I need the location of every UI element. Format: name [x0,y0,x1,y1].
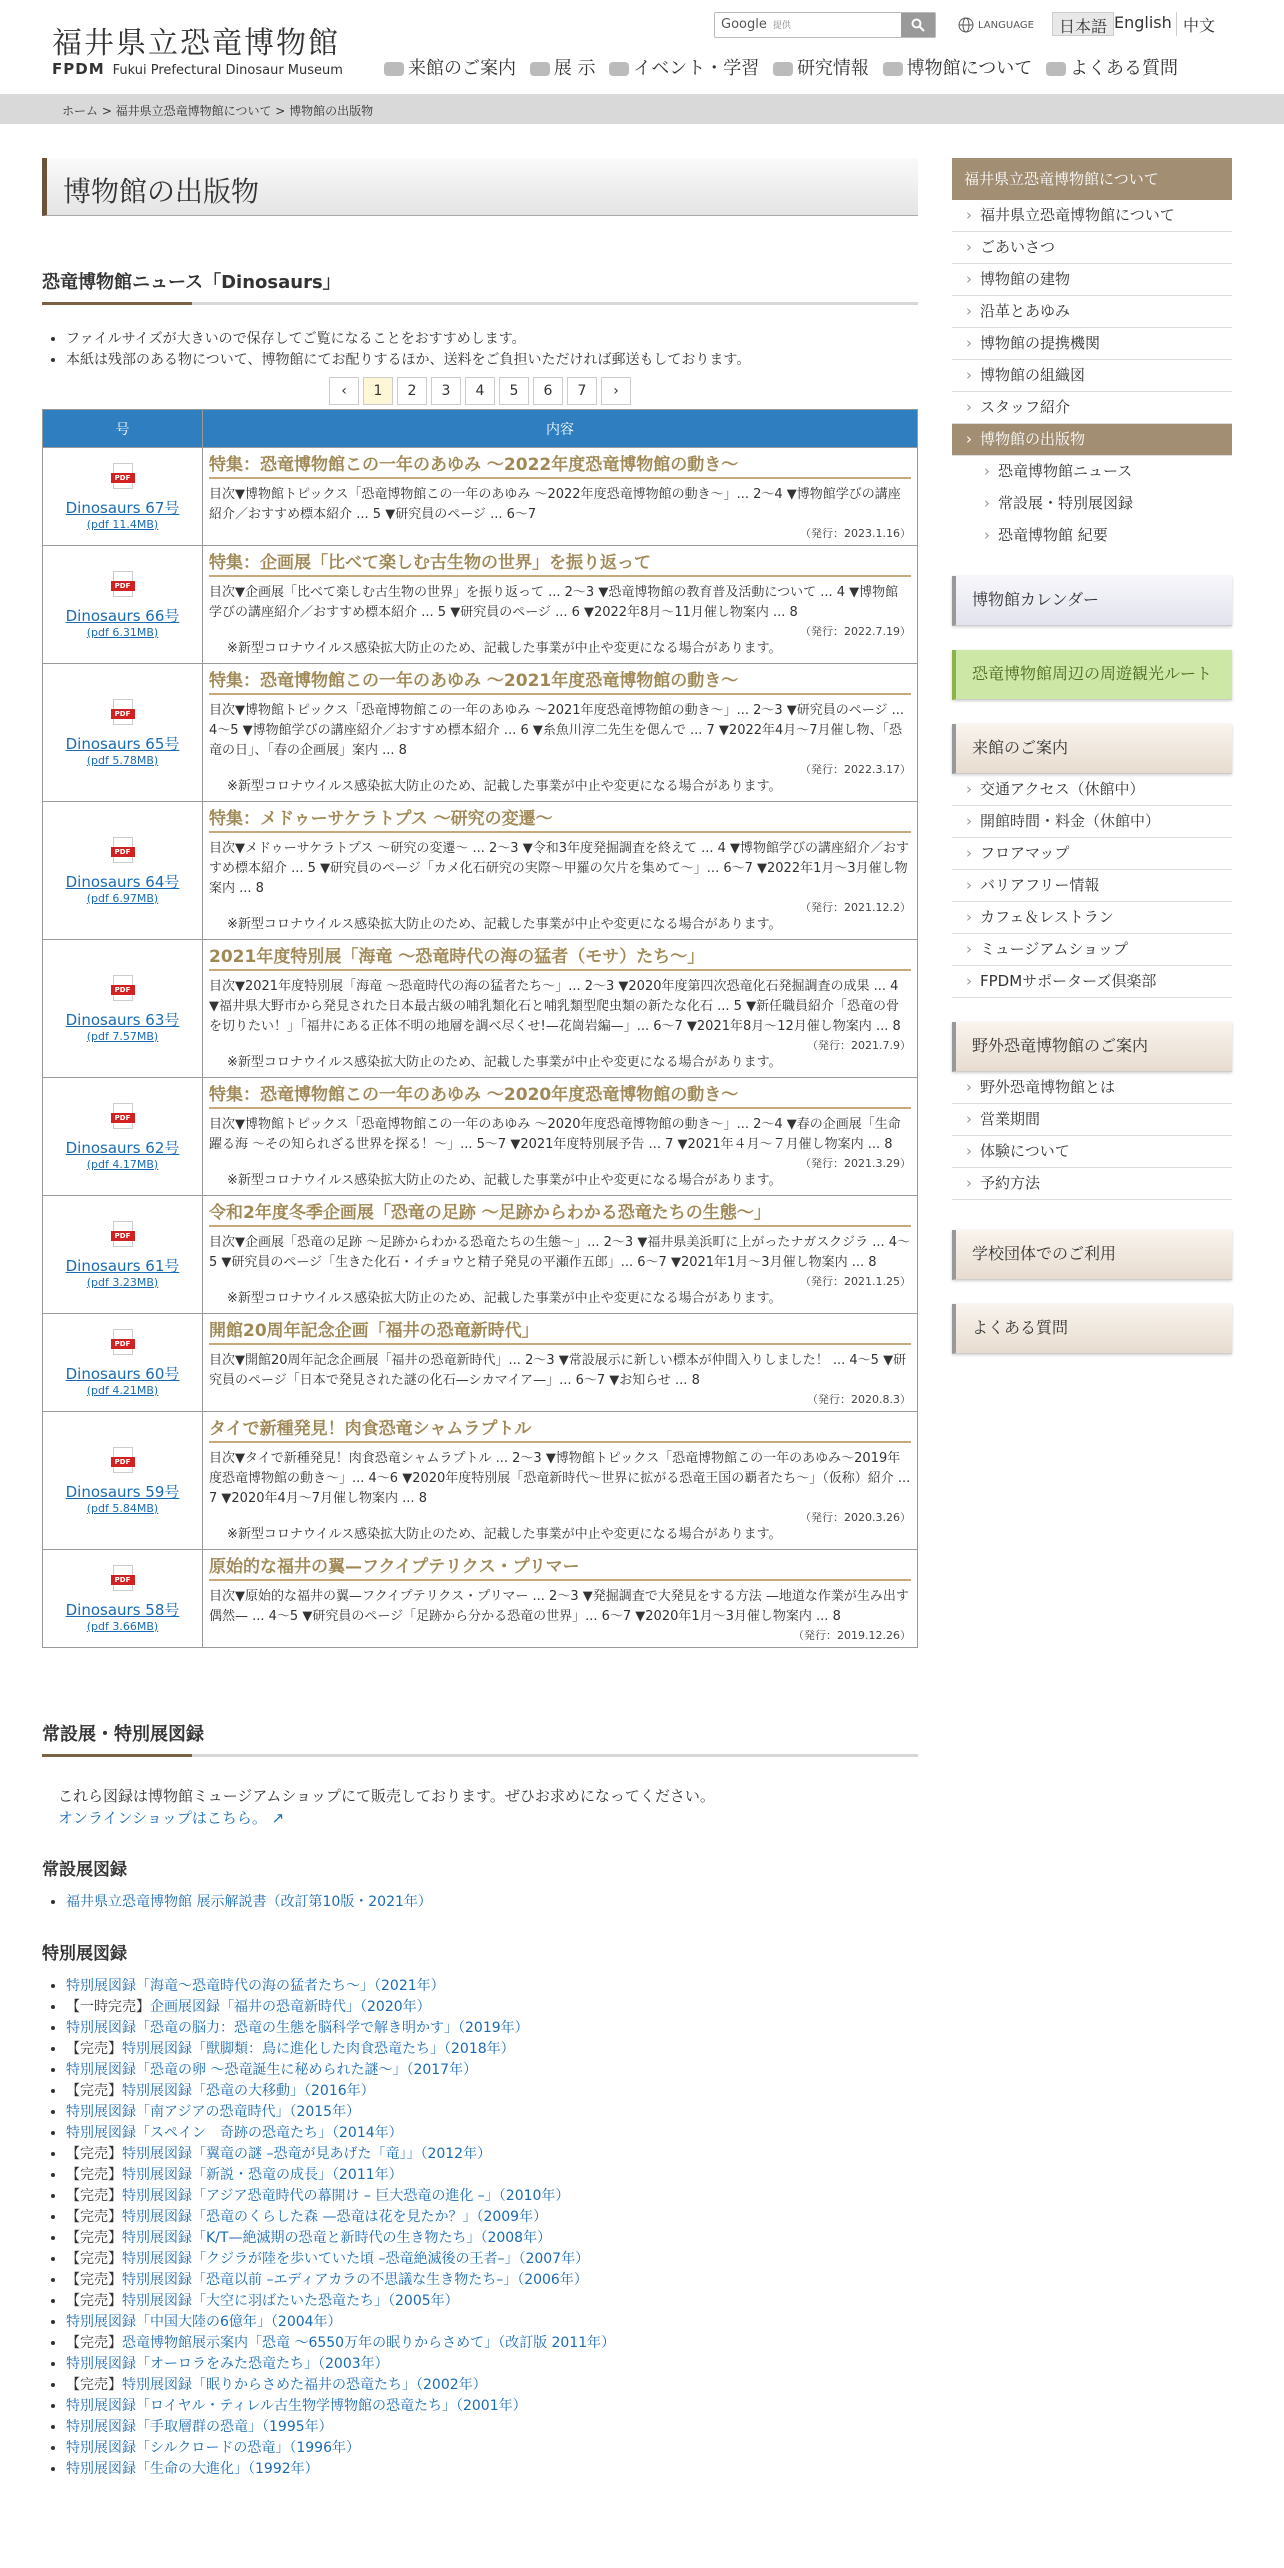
catalog-link[interactable]: 特別展図録「眠りからさめた福井の恐竜たち」（2002年） [122,2377,487,2393]
issue-link[interactable]: Dinosaurs 59号 [65,1482,180,1501]
catalog-link[interactable]: 特別展図録「手取層群の恐竜」（1995年） [66,2419,333,2435]
sidebar-item[interactable]: › ごあいさつ [952,232,1232,264]
sidebar-item[interactable]: › 開館時間・料金（休館中） [952,806,1232,838]
catalog-item [66,2018,918,2039]
sidebar-item[interactable]: › 沿革とあゆみ [952,296,1232,328]
catalog-item [66,1976,918,1997]
sidebar-publication-subitems [952,456,1232,552]
issue-covid-note: ※新型コロナウイルス感染拡大防止のため、記載した事業が中止や変更になる場合があります。 [227,1055,782,1070]
issue-feature: 特集：恐竜博物館この一年のあゆみ 〜2021年度恐竜博物館の動き〜 [209,666,911,695]
catalog-link[interactable]: 特別展図録「翼竜の謎 –恐竜が見あげた「竜」」（2012年） [122,2146,492,2162]
issue-link[interactable]: Dinosaurs 62号 [65,1138,180,1157]
site-search [714,12,936,38]
issue-size[interactable]: (pdf 6.97MB) [86,891,159,905]
sidebar-head-about[interactable]: 福井県立恐竜博物館について [952,158,1232,200]
page-link[interactable]: 3 [431,377,461,405]
sidebar-item[interactable]: › バリアフリー情報 [952,870,1232,902]
catalog-status: 【完売】 [66,2209,122,2225]
issue-toc: 目次▼博物館トピックス「恐竜博物館この一年のあゆみ 〜2020年度恐竜博物館の動き〜」... 2〜4 ▼春の企画展「生命躍る海 〜その知られざる世界を探る！〜」... 5〜7 ▼2021年度特別展予告 ... 7 ▼2021年４月〜７月催し物案内 ... 8 [209,1117,901,1152]
issue-number-cell [43,1550,203,1648]
catalog-link[interactable]: 特別展図録「スペイン 奇跡の恐竜たち」（2014年） [66,2125,403,2141]
page-link[interactable]: 7 [567,377,597,405]
table-row [43,1196,918,1314]
page-link[interactable]: 1 [363,377,393,405]
issue-size[interactable]: (pdf 6.31MB) [86,625,159,639]
logo-abbr: FPDM [52,60,105,78]
table-row [43,1078,918,1196]
catalog-link[interactable]: 特別展図録「K/T—絶滅期の恐竜と新時代の生き物たち」（2008年） [122,2230,552,2246]
globe-icon [958,17,974,33]
nav-faq-label: よくある質問 [1070,58,1179,79]
catalog-item [66,2186,918,2207]
nav-events-label: イベント・学習 [633,58,760,79]
sidebar-item[interactable]: › 博物館の建物 [952,264,1232,296]
issue-toc: 目次▼メドゥーサケラトプス 〜研究の変遷〜 ... 2〜3 ▼令和3年度発掘調査を終えて ... 4 ▼博物館学びの講座紹介／おすすめ標本紹介 ... 5 ▼研究員のページ「カメ化石研究の実際〜甲羅の欠片を集めて〜」... 6〜7 ▼2022年1月〜3月催し物案内 ... 8 [209,841,910,896]
col-num-header: 号 [43,410,203,448]
table-row [43,448,918,546]
catalog-link[interactable]: 特別展図録「クジラが陸を歩いていた頃 –恐竜絶滅後の王者–」（2007年） [122,2251,590,2267]
issue-size[interactable]: (pdf 3.66MB) [86,1619,159,1633]
catalog-status: 【完売】 [66,2188,122,2204]
catalog-link[interactable]: 特別展図録「恐竜の脳力：恐竜の生態を脳科学で解き明かす」（2019年） [66,2020,529,2036]
issue-link[interactable]: Dinosaurs 64号 [65,872,180,891]
issue-number-cell [43,1196,203,1314]
catalog-status: 【一時完売】 [66,1999,150,2015]
table-row [43,664,918,802]
sidebar-outdoor-head[interactable]: 野外恐竜博物館のご案内 [952,1022,1232,1072]
special-catalog-list [42,1976,918,2480]
pdf-icon[interactable]: PDF [109,1103,137,1131]
museum-icon [883,62,903,76]
issue-number-cell [43,664,203,802]
issue-number-cell [43,1412,203,1550]
catalog-item [66,2417,918,2438]
issue-content-cell [203,1078,918,1196]
dinosaurs-table-body [43,448,918,1648]
issue-toc: 目次▼開館20周年記念企画展「福井の恐竜新時代」... 2〜3 ▼常設展示に新しい標本が仲間入りしました！ ... 4〜5 ▼研究員のページ「日本で発見された謎の化石—シカマイア—」... 6〜7 ▼お知らせ ... 8 [209,1353,907,1388]
issue-content-cell [203,546,918,664]
issue-toc: 目次▼博物館トピックス「恐竜博物館この一年のあゆみ 〜2022年度恐竜博物館の動き〜」... 2〜4 ▼博物館学びの講座紹介／おすすめ標本紹介 ... 5 ▼研究員のページ ... 6〜7 [209,487,901,522]
dinosaurs-heading: 恐竜博物館ニュース「Dinosaurs」 [42,268,918,305]
issue-date: （発行：2021.7.9） [807,1039,911,1052]
catalog-status: 【完売】 [66,2230,122,2246]
pdf-icon[interactable]: PDF [109,699,137,727]
pdf-icon[interactable]: PDF [109,571,137,599]
catalog-link[interactable]: 特別展図録「恐竜のくらした森 —恐竜は花を見たか？」（2009年） [122,2209,548,2225]
col-content-header: 内容 [203,410,918,448]
issue-covid-note: ※新型コロナウイルス感染拡大防止のため、記載した事業が中止や変更になる場合があります。 [227,1173,782,1188]
catalog-link[interactable]: 特別展図録「シルクロードの恐竜」（1996年） [66,2440,360,2456]
catalog-item [66,2060,918,2081]
catalog-link[interactable]: 企画展図録「福井の恐竜新時代」（2020年） [150,1999,431,2015]
catalog-item [66,2102,918,2123]
issue-link[interactable]: Dinosaurs 65号 [65,734,180,753]
table-row [43,546,918,664]
catalogs-intro-text: これら図録は博物館ミュージアムショップにて販売しております。ぜひお求めになってください。 [58,1787,715,1805]
catalog-status: 【完売】 [66,2251,122,2267]
catalog-status: 【完売】 [66,2377,122,2393]
catalog-item [66,2081,918,2102]
nav-research[interactable] [773,54,869,80]
issue-number-cell [43,1314,203,1412]
issue-size[interactable]: (pdf 4.17MB) [86,1157,159,1171]
issue-content-cell [203,664,918,802]
catalog-item [66,2312,918,2333]
sidebar-item[interactable]: › 博物館の組織図 [952,360,1232,392]
sidebar-item[interactable]: › 野外恐竜博物館とは [952,1072,1232,1104]
issue-toc: 目次▼2021年度特別展「海竜 〜恐竜時代の海の猛者たち〜」... 2〜3 ▼2020年度第四次恐竜化石発掘調査の成果 ... 4 ▼福井県大野市から発見された日本最古級の哺乳類化石と哺乳類型爬虫類の新たな化石 ... 5 ▼新任職員紹介「恐竜の骨を切りたい！」「福井にある正体不明の地層を調べ尽くせ!—花崗岩編—」... 6〜7 ▼2021年8月〜12月催し物案内 ... 8 [209,979,901,1034]
issue-size[interactable]: (pdf 11.4MB) [86,517,159,531]
issue-toc: 目次▼タイで新種発見！肉食恐竜シャムラプトル ... 2〜3 ▼博物館トピックス「恐竜博物館この一年のあゆみ〜2019年度恐竜博物館の動き〜」... 4〜6 ▼2020年度特別展「恐竜新時代〜世界に拡がる恐竜王国の覇者たち〜」（仮称）紹介 ... 7 ▼2020年4月〜7月催し物案内 ... 8 [209,1451,911,1506]
special-heading: 特別展図録 [42,1944,127,1964]
catalog-item [66,2207,918,2228]
sidebar-item[interactable]: › 福井県立恐竜博物館について [952,200,1232,232]
permanent-heading: 常設展図録 [42,1860,127,1880]
catalog-item [66,2354,918,2375]
issue-toc: 目次▼企画展「恐竜の足跡 〜足跡からわかる恐竜たちの生態〜」... 2〜3 ▼福井県美浜町に上がったナガスクジラ ... 4〜5 ▼研究員のページ「生きた化石・イチョウと精子発見の平瀬作五郎」... 6〜7 ▼2021年1月〜3月催し物案内 ... 8 [209,1235,911,1270]
issue-covid-note: ※新型コロナウイルス感染拡大防止のため、記載した事業が中止や変更になる場合があります。 [227,779,782,794]
issue-number-cell [43,448,203,546]
sidebar-item[interactable]: › 博物館の出版物 [952,424,1232,456]
sidebar-outdoor-items [952,1072,1232,1200]
table-row [43,1550,918,1648]
sidebar-calendar[interactable]: 博物館カレンダー [952,576,1232,626]
catalog-link[interactable]: 特別展図録「オーロラをみた恐竜たち」（2003年） [66,2356,389,2372]
dinosaurs-notes [42,329,918,371]
sidebar [952,158,1232,1354]
issue-toc: 目次▼博物館トピックス「恐竜博物館この一年のあゆみ 〜2021年度恐竜博物館の動き〜」... 2〜3 ▼研究員のページ ... 4〜5 ▼博物館学びの講座紹介／おすすめ標本紹介 ... 6 ▼糸魚川淳二先生を偲んで ... 7 ▼2022年4月〜7月催し物、「恐竜の日」、「春の企画展」案内 ... 8 [209,703,905,758]
site-logo-en [52,60,343,78]
sidebar-visit-items [952,774,1232,998]
issue-link[interactable]: Dinosaurs 66号 [65,606,180,625]
catalog-link[interactable]: 恐竜博物館展示案内「恐竜 〜6550万年の眠りからさめて」（改訂版 2011年） [122,2335,616,2351]
table-row [43,802,918,940]
sidebar-item[interactable]: › 交通アクセス（休館中） [952,774,1232,806]
issue-content-cell [203,1314,918,1412]
catalog-link[interactable]: 特別展図録「大空に羽ばたいた恐竜たち」（2005年） [122,2293,459,2309]
sidebar-item[interactable]: › 体験について [952,1136,1232,1168]
dinosaurs-table [42,409,918,1648]
issue-link[interactable]: Dinosaurs 60号 [65,1364,180,1383]
sidebar-item[interactable]: › FPDMサポーターズ倶楽部 [952,966,1232,998]
catalog-status: 【完売】 [66,2041,122,2057]
nav-about[interactable] [883,54,1033,80]
sidebar-item[interactable]: › 恐竜博物館 紀要 [952,520,1232,552]
issue-date: （発行：2020.8.3） [807,1393,911,1406]
sidebar-tourism-route[interactable]: 恐竜博物館周辺の周遊観光ルート [952,650,1232,700]
dinosaur-icon [530,62,550,76]
catalog-item [66,2291,918,2312]
issue-link[interactable]: Dinosaurs 63号 [65,1010,180,1029]
permanent-catalog-list [42,1892,918,1913]
issue-date: （発行：2023.1.16） [800,527,911,540]
catalog-link[interactable]: 特別展図録「恐竜以前 –エディアカラの不思議な生き物たち–」（2006年） [122,2272,588,2288]
issue-date: （発行：2021.12.2） [800,901,911,914]
issue-content-cell [203,940,918,1078]
pdf-icon[interactable]: PDF [109,463,137,491]
issue-feature: 特集：企画展「比べて楽しむ古生物の世界」を振り返って [209,548,911,577]
catalog-item [66,1997,918,2018]
catalogs-heading: 常設展・特別展図録 [42,1720,918,1757]
nav-visit-label: 来館のご案内 [408,58,516,79]
nav-exhibits[interactable] [530,54,596,80]
issue-size[interactable]: (pdf 4.21MB) [86,1383,159,1397]
issue-size[interactable]: (pdf 5.78MB) [86,753,159,767]
table-row [43,1314,918,1412]
issue-number-cell [43,1078,203,1196]
issue-covid-note: ※新型コロナウイルス感染拡大防止のため、記載した事業が中止や変更になる場合があります。 [227,917,782,932]
issue-covid-note: ※新型コロナウイルス感染拡大防止のため、記載した事業が中止や変更になる場合があります。 [227,1527,782,1542]
search-brand: Google [721,17,767,32]
issue-feature: 開館20周年記念企画「福井の恐竜新時代」 [209,1316,911,1345]
catalog-status: 【完売】 [66,2335,122,2351]
catalog-status: 【完売】 [66,2272,122,2288]
pdf-icon[interactable]: PDF [109,1565,137,1593]
catalog-item [66,2375,918,2396]
catalog-link[interactable]: 特別展図録「アジア恐竜時代の幕開け – 巨大恐竜の進化 –」（2010年） [122,2188,570,2204]
external-link-icon: ↗ [266,1809,285,1827]
note-item: • ファイルサイズが大きいので保存してご覧になることをおすすめします。 [66,329,918,350]
sidebar-faq[interactable]: よくある質問 [952,1304,1232,1354]
issue-content-cell [203,448,918,546]
catalogs-intro [42,1785,918,1829]
catalog-link[interactable]: 特別展図録「恐竜の大移動」（2016年） [122,2083,375,2099]
catalog-link[interactable]: 特別展図録「新説・恐竜の成長」（2011年） [122,2167,403,2183]
main-content [42,158,918,2480]
online-shop-link-label: オンラインショップはこちら。 [58,1809,267,1827]
search-icon [911,18,925,32]
sidebar-item[interactable]: › 博物館の提携機関 [952,328,1232,360]
issue-number-cell [43,940,203,1078]
issue-feature: 原始的な福井の翼—フクイプテリクス・プリマー [209,1552,911,1581]
sidebar-item[interactable]: › スタッフ紹介 [952,392,1232,424]
page-link[interactable]: 2 [397,377,427,405]
sidebar-item[interactable]: › 予約方法 [952,1168,1232,1200]
catalog-status: 【完売】 [66,2293,122,2309]
sidebar-item[interactable]: › 営業期間 [952,1104,1232,1136]
search-input[interactable] [715,13,903,37]
issue-date: （発行：2022.3.17） [800,763,911,776]
pdf-icon[interactable]: PDF [109,1447,137,1475]
catalog-status: 【完売】 [66,2146,122,2162]
nav-faq[interactable] [1046,54,1178,80]
issue-content-cell [203,1196,918,1314]
lang-zh-button[interactable]: 中文 [1176,12,1221,36]
breadcrumb[interactable]: ホーム > 福井県立恐竜博物館について > 博物館の出版物 [62,104,374,118]
catalog-link[interactable]: 特別展図録「中国大陸の6億年」（2004年） [66,2314,342,2330]
catalog-link[interactable]: 特別展図録「南アジアの恐竜時代」（2015年） [66,2104,361,2120]
catalog-item [66,2438,918,2459]
issue-content-cell [203,1412,918,1550]
catalog-item [66,2249,918,2270]
footprint-icon [384,62,404,76]
lang-ja-button[interactable]: 日本語 [1052,12,1114,36]
issue-toc: 目次▼原始的な福井の翼—フクイプテリクス・プリマー ... 2〜3 ▼発掘調査で大発見をする方法 —地道な作業が生み出す偶然— ... 4〜5 ▼研究員のページ「足跡から分かる恐竜の世界」... 6〜7 ▼2020年1月〜3月催し物案内 ... 8 [209,1589,909,1624]
language-label: LANGUAGE [978,20,1034,31]
issue-covid-note: ※新型コロナウイルス感染拡大防止のため、記載した事業が中止や変更になる場合があります。 [227,641,782,656]
pdf-icon[interactable]: PDF [109,837,137,865]
issue-covid-note: ※新型コロナウイルス感染拡大防止のため、記載した事業が中止や変更になる場合があります。 [227,1291,782,1306]
fossil-icon [773,62,793,76]
catalog-link[interactable]: 特別展図録「獣脚類：鳥に進化した肉食恐竜たち」（2018年） [122,2041,515,2057]
catalog-item [66,2165,918,2186]
issue-number-cell [43,802,203,940]
page-title: 博物館の出版物 [42,158,918,216]
catalog-link[interactable]: 特別展図録「ロイヤル・ティレル古生物学博物館の恐竜たち」（2001年） [66,2398,527,2414]
issue-feature: 特集：メドゥーサケラトプス 〜研究の変遷〜 [209,804,911,833]
catalog-link[interactable]: 特別展図録「恐竜の卵 〜恐竜誕生に秘められた謎〜」（2017年） [66,2062,478,2078]
global-nav [384,54,1186,82]
catalog-link[interactable]: 特別展図録「生命の大進化」（1992年） [66,2461,319,2477]
issue-size[interactable]: (pdf 7.57MB) [86,1029,159,1043]
issue-date: （発行：2021.1.25） [800,1275,911,1288]
search-button[interactable] [901,13,935,37]
issue-link[interactable]: Dinosaurs 67号 [65,498,180,517]
note-item: • 本紙は残部のある物について、博物館にてお配りするほか、送料をご負担いただければ郵送もしております。 [66,350,918,371]
breadcrumb-bar [0,94,1284,124]
catalog-status: 【完売】 [66,2167,122,2183]
site-logo-ja[interactable]: 福井県立恐竜博物館 [52,26,340,61]
catalog-item [66,1892,918,1913]
nav-research-label: 研究情報 [796,58,869,79]
sidebar-item[interactable]: › カフェ＆レストラン [952,902,1232,934]
sidebar-item[interactable]: › 常設展・特別展図録 [952,488,1232,520]
catalog-item [66,2144,918,2165]
pterosaur-icon [609,62,629,76]
issue-content-cell [203,1550,918,1648]
nav-exhibits-label: 展 示 [553,58,596,79]
page-link[interactable]: ‹ [329,377,359,405]
catalog-item [66,2039,918,2060]
catalog-status: 【完売】 [66,2083,122,2099]
catalog-item [66,2270,918,2291]
page-link[interactable]: 4 [465,377,495,405]
catalog-item [66,2333,918,2354]
issue-size[interactable]: (pdf 5.84MB) [86,1501,159,1515]
sidebar-school[interactable]: 学校団体でのご利用 [952,1230,1232,1280]
pagination [42,377,918,405]
catalog-item [66,2459,918,2480]
sidebar-item[interactable]: › フロアマップ [952,838,1232,870]
catalog-item [66,2228,918,2249]
issue-link[interactable]: Dinosaurs 58号 [65,1600,180,1619]
question-icon [1046,62,1066,76]
nav-visit[interactable] [384,54,516,80]
catalog-link[interactable]: 特別展図録「海竜〜恐竜時代の海の猛者たち〜」（2021年） [66,1978,445,1994]
issue-feature: タイで新種発見！肉食恐竜シャムラプトル [209,1414,911,1443]
nav-about-label: 博物館について [906,58,1033,79]
page-link[interactable]: › [601,377,631,405]
lang-en-button[interactable]: English [1114,13,1172,32]
pdf-icon[interactable]: PDF [109,1221,137,1249]
issue-date: （発行：2021.3.29） [800,1157,911,1170]
search-provider: 提供 [772,21,791,31]
nav-events[interactable] [609,54,759,80]
issue-number-cell [43,546,203,664]
catalog-link[interactable]: 福井県立恐竜博物館 展示解説書（改訂第10版・2021年） [66,1894,432,1910]
pdf-icon[interactable]: PDF [109,1329,137,1357]
sidebar-about-items [952,200,1232,456]
site-header [0,0,1284,94]
table-row [43,1412,918,1550]
online-shop-link[interactable] [58,1809,284,1827]
issue-feature: 2021年度特別展「海竜 〜恐竜時代の海の猛者（モサ）たち〜」 [209,942,911,971]
issue-feature: 特集：恐竜博物館この一年のあゆみ 〜2020年度恐竜博物館の動き〜 [209,1080,911,1109]
catalog-item [66,2396,918,2417]
logo-en-text: Fukui Prefectural Dinosaur Museum [112,63,343,78]
issue-date: （発行：2020.3.26） [800,1511,911,1524]
issue-content-cell [203,802,918,940]
issue-date: （発行：2019.12.26） [793,1629,911,1642]
issue-feature: 特集：恐竜博物館この一年のあゆみ 〜2022年度恐竜博物館の動き〜 [209,450,911,479]
catalog-item [66,2123,918,2144]
page-link[interactable]: 5 [499,377,529,405]
sidebar-item[interactable]: › ミュージアムショップ [952,934,1232,966]
page-link[interactable]: 6 [533,377,563,405]
issue-feature: 令和2年度冬季企画展「恐竜の足跡 〜足跡からわかる恐竜たちの生態〜」 [209,1198,911,1227]
issue-size[interactable]: (pdf 3.23MB) [86,1275,159,1289]
pdf-icon[interactable]: PDF [109,975,137,1003]
language-label-wrap [958,17,1034,33]
issue-date: （発行：2022.7.19） [800,625,911,638]
table-row [43,940,918,1078]
issue-toc: 目次▼企画展「比べて楽しむ古生物の世界」を振り返って ... 2〜3 ▼恐竜博物館の教育普及活動について ... 4 ▼博物館学びの講座紹介／おすすめ標本紹介 ... 5 ▼研究員のページ ... 6 ▼2022年8月〜11月催し物案内 ... 8 [209,585,899,620]
sidebar-item[interactable]: › 恐竜博物館ニュース [952,456,1232,488]
issue-link[interactable]: Dinosaurs 61号 [65,1256,180,1275]
sidebar-visit-head[interactable]: 来館のご案内 [952,724,1232,774]
